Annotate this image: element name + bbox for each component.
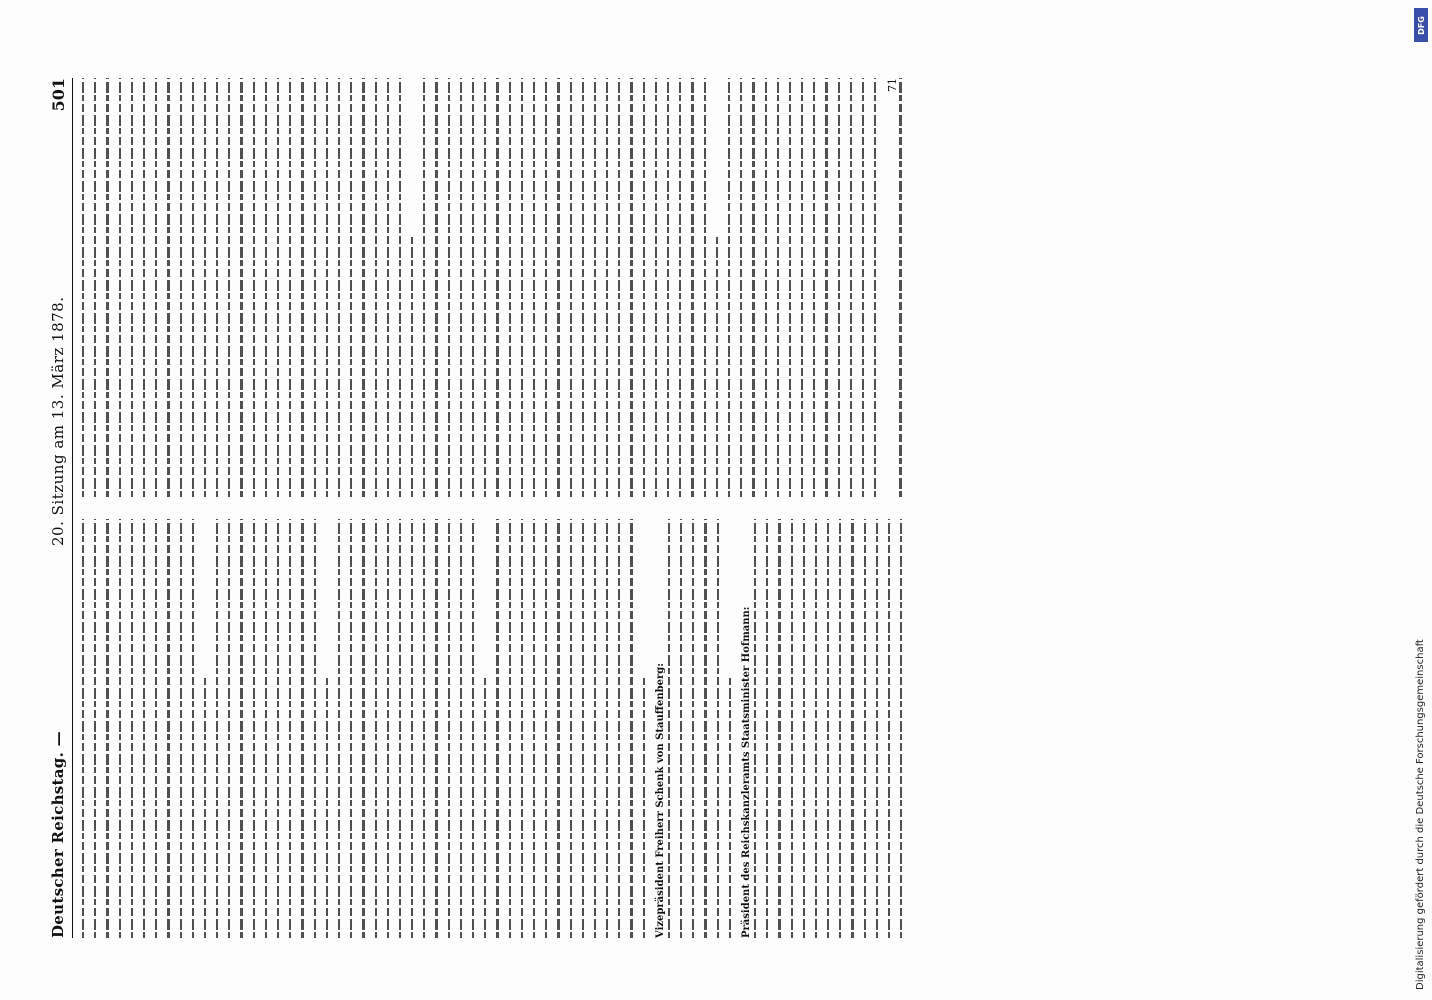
text-line (801, 78, 803, 497)
text-line (557, 78, 559, 497)
credit-text: Digitalisierung gefördert durch die Deutsche Forschungsgemeinschaft (1415, 639, 1426, 990)
text-line (94, 78, 96, 497)
text-line (521, 78, 523, 497)
text-line (850, 78, 852, 497)
text-line (411, 237, 413, 497)
text-line (778, 519, 780, 938)
text-line (594, 78, 596, 497)
text-line (362, 78, 364, 497)
text-line (582, 519, 584, 938)
text-line (815, 519, 817, 938)
text-line (668, 519, 670, 938)
text-line (265, 519, 267, 938)
text-line (338, 519, 340, 938)
text-line (716, 237, 718, 497)
text-line (557, 519, 559, 938)
text-line (777, 78, 779, 497)
text-line (399, 519, 401, 938)
text-line (94, 519, 96, 938)
text-line (655, 78, 657, 497)
text-line (435, 78, 437, 497)
text-line (326, 678, 328, 938)
text-line (484, 678, 486, 938)
text-line (240, 78, 242, 497)
text-line (717, 519, 719, 938)
text-line (618, 519, 620, 938)
text-line (728, 78, 730, 497)
text-line (82, 519, 84, 938)
text-line (350, 78, 352, 497)
text-line (253, 519, 255, 938)
text-line (106, 519, 108, 938)
text-line (192, 78, 194, 497)
text-line (679, 78, 681, 497)
digitization-credit (1414, 10, 1430, 990)
text-line (509, 78, 511, 497)
text-line (240, 519, 242, 938)
text-line (82, 78, 84, 497)
text-line (740, 78, 742, 497)
text-line (301, 78, 303, 497)
text-line (277, 519, 279, 938)
text-line (204, 678, 206, 938)
text-line (448, 519, 450, 938)
text-line (423, 78, 425, 497)
text-line (472, 78, 474, 497)
text-line (839, 519, 841, 938)
text-line (314, 519, 316, 938)
text-line (606, 519, 608, 938)
text-line (143, 519, 145, 938)
text-line (680, 519, 682, 938)
text-line (143, 78, 145, 497)
text-line (411, 519, 413, 938)
text-line (350, 519, 352, 938)
text-line (594, 519, 596, 938)
text-line (448, 78, 450, 497)
text-line (338, 78, 340, 497)
text-line (545, 519, 547, 938)
text-line (387, 78, 389, 497)
text-line (582, 78, 584, 497)
text-line (789, 78, 791, 497)
text-line (825, 78, 827, 497)
text-line (813, 78, 815, 497)
text-line (472, 519, 474, 938)
text-line (496, 78, 498, 497)
text-line (851, 519, 853, 938)
text-line (643, 678, 645, 938)
running-title: Deutscher Reichstag. — (49, 731, 67, 938)
text-line (766, 519, 768, 938)
text-line (253, 78, 255, 497)
text-line (435, 519, 437, 938)
text-line (119, 78, 121, 497)
text-line (509, 519, 511, 938)
text-line (570, 519, 572, 938)
text-line (630, 78, 632, 497)
text-line (496, 519, 498, 938)
session-date: 20. Sitzung am 13. März 1878. (49, 296, 67, 546)
text-line (667, 78, 669, 497)
left-column (82, 519, 1398, 938)
text-line (167, 519, 169, 938)
text-line (704, 519, 706, 938)
text-line (216, 78, 218, 497)
text-line (119, 519, 121, 938)
text-line (289, 78, 291, 497)
text-line (729, 678, 731, 938)
text-line (484, 78, 486, 497)
text-line (521, 519, 523, 938)
dfg-logo: DFG (1414, 8, 1428, 42)
text-line (362, 519, 364, 938)
text-line (387, 519, 389, 938)
text-line (216, 519, 218, 938)
text-line (289, 519, 291, 938)
text-line (643, 78, 645, 497)
text-line (765, 78, 767, 497)
speaker-label: Präsident des Reichskanzleramts Staatsminister Hofmann: (740, 606, 752, 938)
page-header (44, 78, 73, 938)
text-line (375, 78, 377, 497)
text-line (155, 519, 157, 938)
text-line (180, 519, 182, 938)
text-line (301, 519, 303, 938)
text-line (314, 78, 316, 497)
text-line (899, 78, 901, 497)
text-line (606, 78, 608, 497)
text-line (630, 519, 632, 938)
text-line (752, 78, 754, 497)
text-line (876, 519, 878, 938)
text-line (533, 78, 535, 497)
text-line (570, 78, 572, 497)
text-line (838, 78, 840, 497)
text-line (131, 78, 133, 497)
text-line (423, 519, 425, 938)
text-line (131, 519, 133, 938)
text-line (754, 519, 756, 938)
speaker-label: Vizepräsident Freiherr Schenk von Stauffenberg: (654, 663, 666, 938)
text-line (180, 78, 182, 497)
text-line (691, 78, 693, 497)
text-line (204, 78, 206, 497)
text-line (803, 519, 805, 938)
text-line (228, 78, 230, 497)
right-column (82, 78, 1398, 497)
text-line (460, 78, 462, 497)
signature-marker: 71 (886, 78, 900, 92)
text-line (791, 519, 793, 938)
text-line (545, 78, 547, 497)
text-line (460, 519, 462, 938)
text-line (375, 519, 377, 938)
text-line (864, 519, 866, 938)
text-line (618, 78, 620, 497)
right-column-text (82, 78, 1398, 497)
document-sheet (38, 58, 1408, 958)
text-line (888, 519, 890, 938)
text-line (900, 519, 902, 938)
text-line (399, 78, 401, 497)
text-line (533, 519, 535, 938)
text-line (167, 78, 169, 497)
left-column-text (82, 519, 1398, 938)
text-line (704, 78, 706, 497)
page-number: 501 (48, 78, 68, 112)
text-line (228, 519, 230, 938)
text-line (874, 78, 876, 497)
text-line (192, 519, 194, 938)
text-line (692, 519, 694, 938)
text-line (265, 78, 267, 497)
text-line (106, 78, 108, 497)
text-line (827, 519, 829, 938)
text-columns (82, 78, 1398, 938)
text-line (862, 78, 864, 497)
text-line (155, 78, 157, 497)
text-line (277, 78, 279, 497)
text-line (326, 78, 328, 497)
